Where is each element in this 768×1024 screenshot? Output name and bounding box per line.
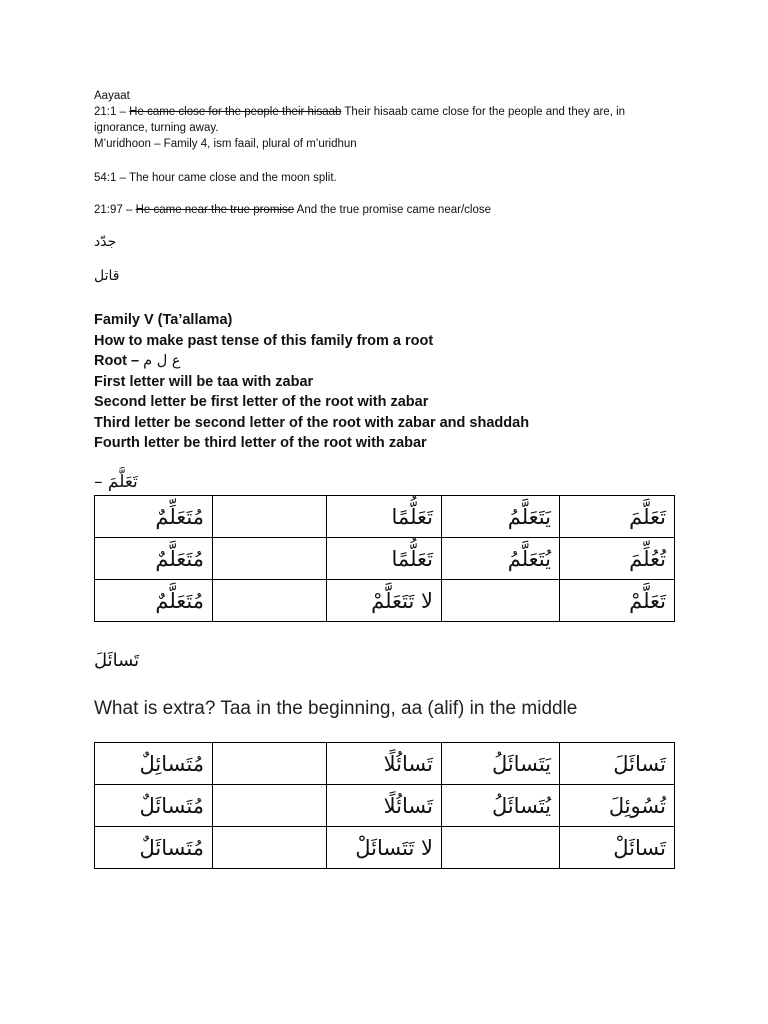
table-cell: يَتَعَلَّمُ <box>442 496 560 538</box>
table-cell: يُتَسائَلُ <box>442 785 560 827</box>
what-is-extra-note: What is extra? Taa in the beginning, aa (alif) in the middle <box>94 698 578 719</box>
verse-21-1-text: Their hisaab came close for the people and they are, in ignorance, turning away. <box>94 106 626 134</box>
table-cell <box>213 743 327 785</box>
table-cell: تَسائُلًا <box>327 743 442 785</box>
table-cell: لا تَتَسائَلْ <box>327 827 442 869</box>
table-row <box>95 785 675 827</box>
verse-21-1 <box>94 104 674 136</box>
table-row <box>95 580 675 622</box>
table-row <box>95 538 675 580</box>
arabic-word-tasaala: تَسائَلَ <box>94 650 140 671</box>
table-cell: مُتَعَلَّمٌ <box>95 538 213 580</box>
table-cell <box>213 538 327 580</box>
root-label: Root – <box>94 353 144 369</box>
table-cell <box>442 580 560 622</box>
table-cell: تَعَلُّمًا <box>327 538 442 580</box>
table-cell: تَسائَلَ <box>560 743 675 785</box>
table-row <box>95 827 675 869</box>
family-rules <box>94 310 674 454</box>
table-cell <box>213 580 327 622</box>
table-cell: لا تَتَعَلَّمْ <box>327 580 442 622</box>
verse-21-97-text: And the true promise came near/close <box>294 204 491 216</box>
family-title: Family V (Ta’allama) <box>94 312 233 328</box>
root-line <box>94 351 674 372</box>
table-row <box>95 743 675 785</box>
table-cell <box>213 827 327 869</box>
table-cell <box>213 785 327 827</box>
verse-54-1: 54:1 – The hour came close and the moon split. <box>94 172 337 184</box>
verse-21-1-ref: 21:1 – <box>94 106 130 118</box>
verse-21-97-struck: He came near the true promise <box>135 204 295 216</box>
table-cell: تَعَلَّمَ <box>560 496 675 538</box>
table-cell <box>213 496 327 538</box>
table-cell: مُتَسائَلٌ <box>95 785 213 827</box>
table-cell: مُتَسائَلٌ <box>95 827 213 869</box>
arabic-word-qaatala: قاتل <box>94 268 120 284</box>
how-to-line: How to make past tense of this family from a root <box>94 332 434 349</box>
rule-first: First letter will be taa with zabar <box>94 373 314 390</box>
verse-21-1-struck: He came close for the people their hisaab <box>129 106 342 118</box>
root-letters: ع ل م <box>143 353 181 369</box>
rule-third: Third letter be second letter of the root with zabar and shaddah <box>94 414 530 431</box>
arabic-word-jaddada: جدّد <box>94 234 117 250</box>
rule-second: Second letter be first letter of the root with zabar <box>94 394 429 410</box>
table-cell: تَعَلَّمْ <box>560 580 675 622</box>
verse-21-97 <box>94 202 674 218</box>
table-cell: تَسائَلْ <box>560 827 675 869</box>
table-row <box>95 496 675 538</box>
table-cell: مُتَعَلَّمٌ <box>95 580 213 622</box>
conjugation-table-tasaala <box>94 742 675 869</box>
table-cell <box>442 827 560 869</box>
conjugation-table-taallama <box>94 495 675 622</box>
table-cell: يُتَعَلَّمُ <box>442 538 560 580</box>
muridhoon-note: M’uridhoon – Family 4, ism faail, plural of m’uridhun <box>94 138 357 150</box>
table-cell: تَعَلُّمًا <box>327 496 442 538</box>
notes-title: Aayaat <box>94 90 130 102</box>
table-cell: تُسُوئِلَ <box>560 785 675 827</box>
verse-21-97-ref: 21:97 – <box>94 204 136 216</box>
table-cell: مُتَسائِلٌ <box>95 743 213 785</box>
table1-heading: تَعَلَّمَ – <box>94 472 138 492</box>
table-cell: يَتَسائَلُ <box>442 743 560 785</box>
table-cell: تُعُلِّمَ <box>560 538 675 580</box>
table-cell: مُتَعَلِّمٌ <box>95 496 213 538</box>
rule-fourth: Fourth letter be third letter of the root with zabar <box>94 435 427 451</box>
table-cell: تَسائُلًا <box>327 785 442 827</box>
